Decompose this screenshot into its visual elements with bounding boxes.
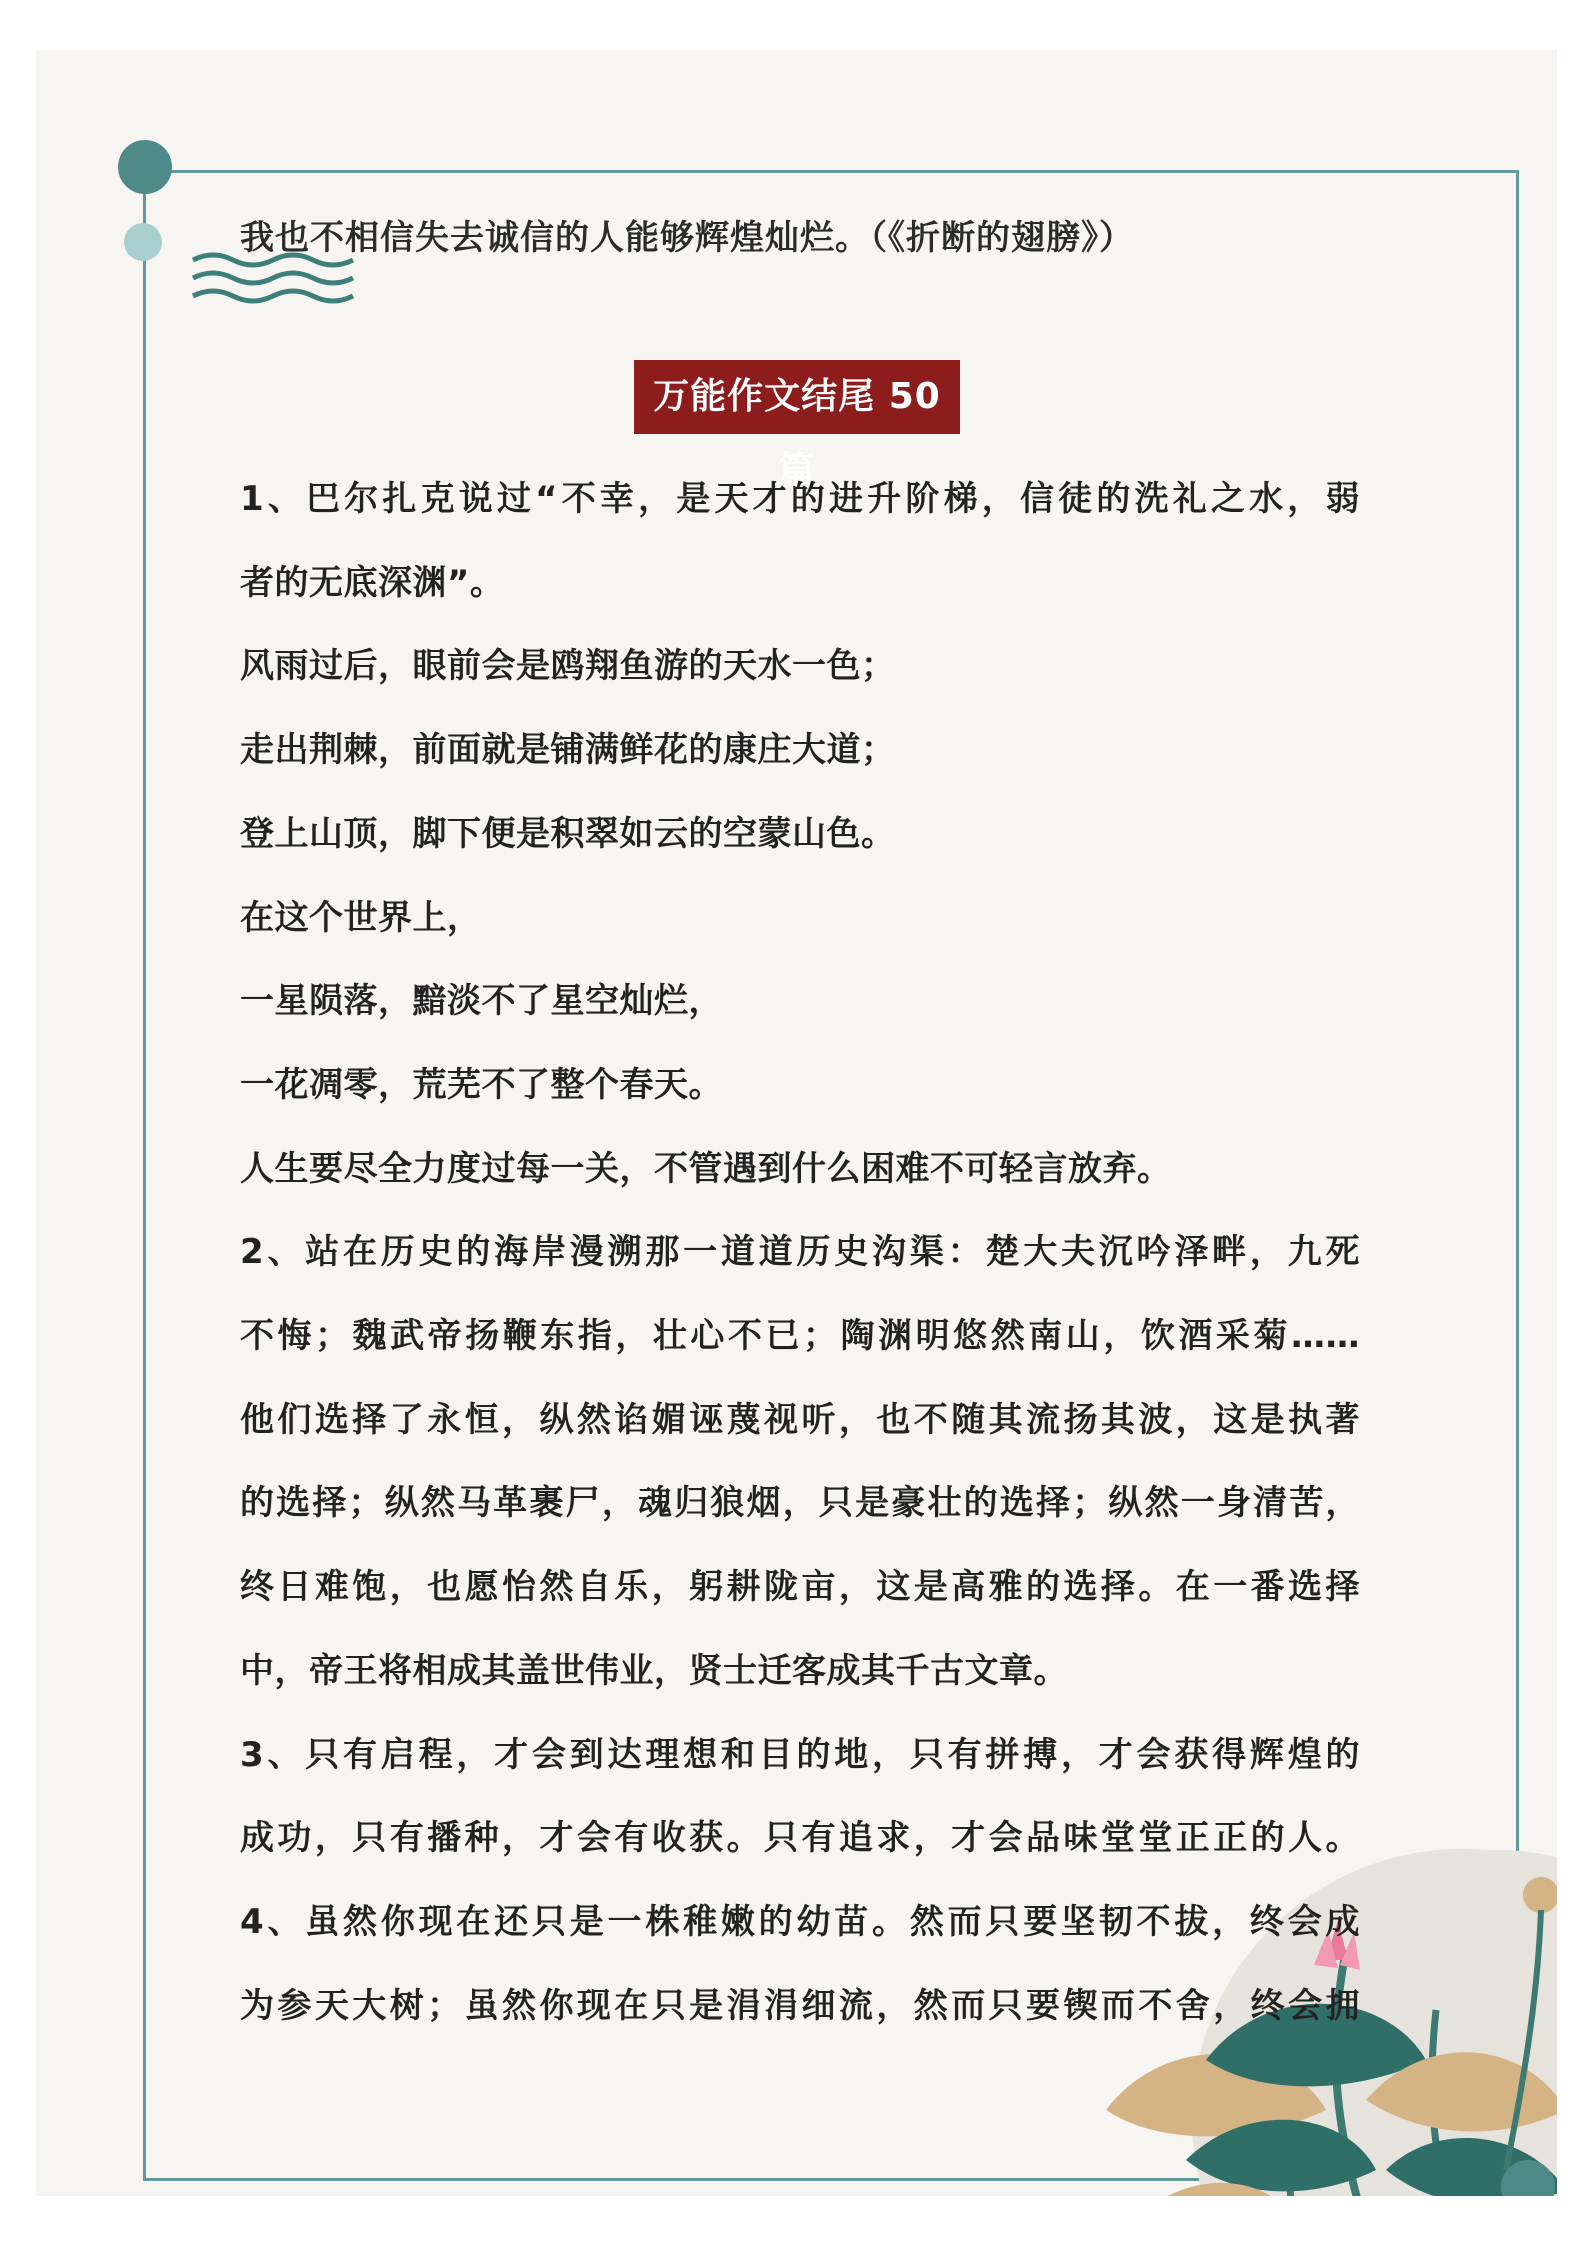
text-line: 成功，只有播种，才会有收获。只有追求，才会品味堂堂正正的人。 [240, 1818, 1360, 1859]
text-line: 为参天大树；虽然你现在只是涓涓细流，然而只要锲而不舍，终会拥 [240, 1985, 1360, 2026]
quote-line: 我也不相信失去诚信的人能够辉煌灿烂。（《折断的翅膀》） [240, 218, 1134, 258]
article-body [240, 458, 1360, 2048]
section-title: 万能作文结尾 50 篇 [634, 360, 960, 434]
text-line: 3、只有启程，才会到达理想和目的地，只有拼搏，才会获得辉煌的 [240, 1734, 1360, 1775]
text-line: 2、站在历史的海岸漫溯那一道道历史沟渠：楚大夫沉吟泽畔，九死 [240, 1232, 1360, 1273]
text-line: 人生要尽全力度过每一关，不管遇到什么困难不可轻言放弃。 [240, 1148, 1172, 1189]
text-line: 中，帝王将相成其盖世伟业，贤士迁客成其千古文章。 [240, 1650, 1068, 1691]
text-line: 4、虽然你现在还只是一株稚嫩的幼苗。然而只要坚韧不拔，终会成 [240, 1901, 1360, 1942]
text-line: 登上山顶，脚下便是积翠如云的空蒙山色。 [240, 813, 896, 854]
text-line: 不悔；魏武帝扬鞭东指，壮心不已；陶渊明悠然南山，饮酒采菊…… [240, 1316, 1360, 1357]
text-line: 走出荆棘，前面就是铺满鲜花的康庄大道； [240, 730, 896, 771]
decor-circle-large [118, 140, 172, 194]
text-line: 终日难饱，也愿怡然自乐，躬耕陇亩，这是高雅的选择。在一番选择 [240, 1567, 1360, 1608]
text-line: 者的无底深渊”。 [240, 562, 505, 603]
text-line: 一星陨落，黯淡不了星空灿烂， [240, 981, 723, 1022]
decor-circle-small [124, 223, 162, 261]
text-line: 一花凋零，荒芜不了整个春天。 [240, 1064, 723, 1105]
text-line: 在这个世界上， [240, 897, 482, 938]
text-line: 风雨过后，眼前会是鸥翔鱼游的天水一色； [240, 646, 896, 687]
text-line: 的选择；纵然马革裹尸，魂归狼烟，只是豪壮的选择；纵然一身清苦， [240, 1483, 1360, 1524]
text-line: 他们选择了永恒，纵然谄媚诬蔑视听，也不随其流扬其波，这是执著 [240, 1399, 1360, 1440]
text-line: 1、巴尔扎克说过“不幸，是天才的进升阶梯，信徒的洗礼之水，弱 [240, 479, 1360, 519]
